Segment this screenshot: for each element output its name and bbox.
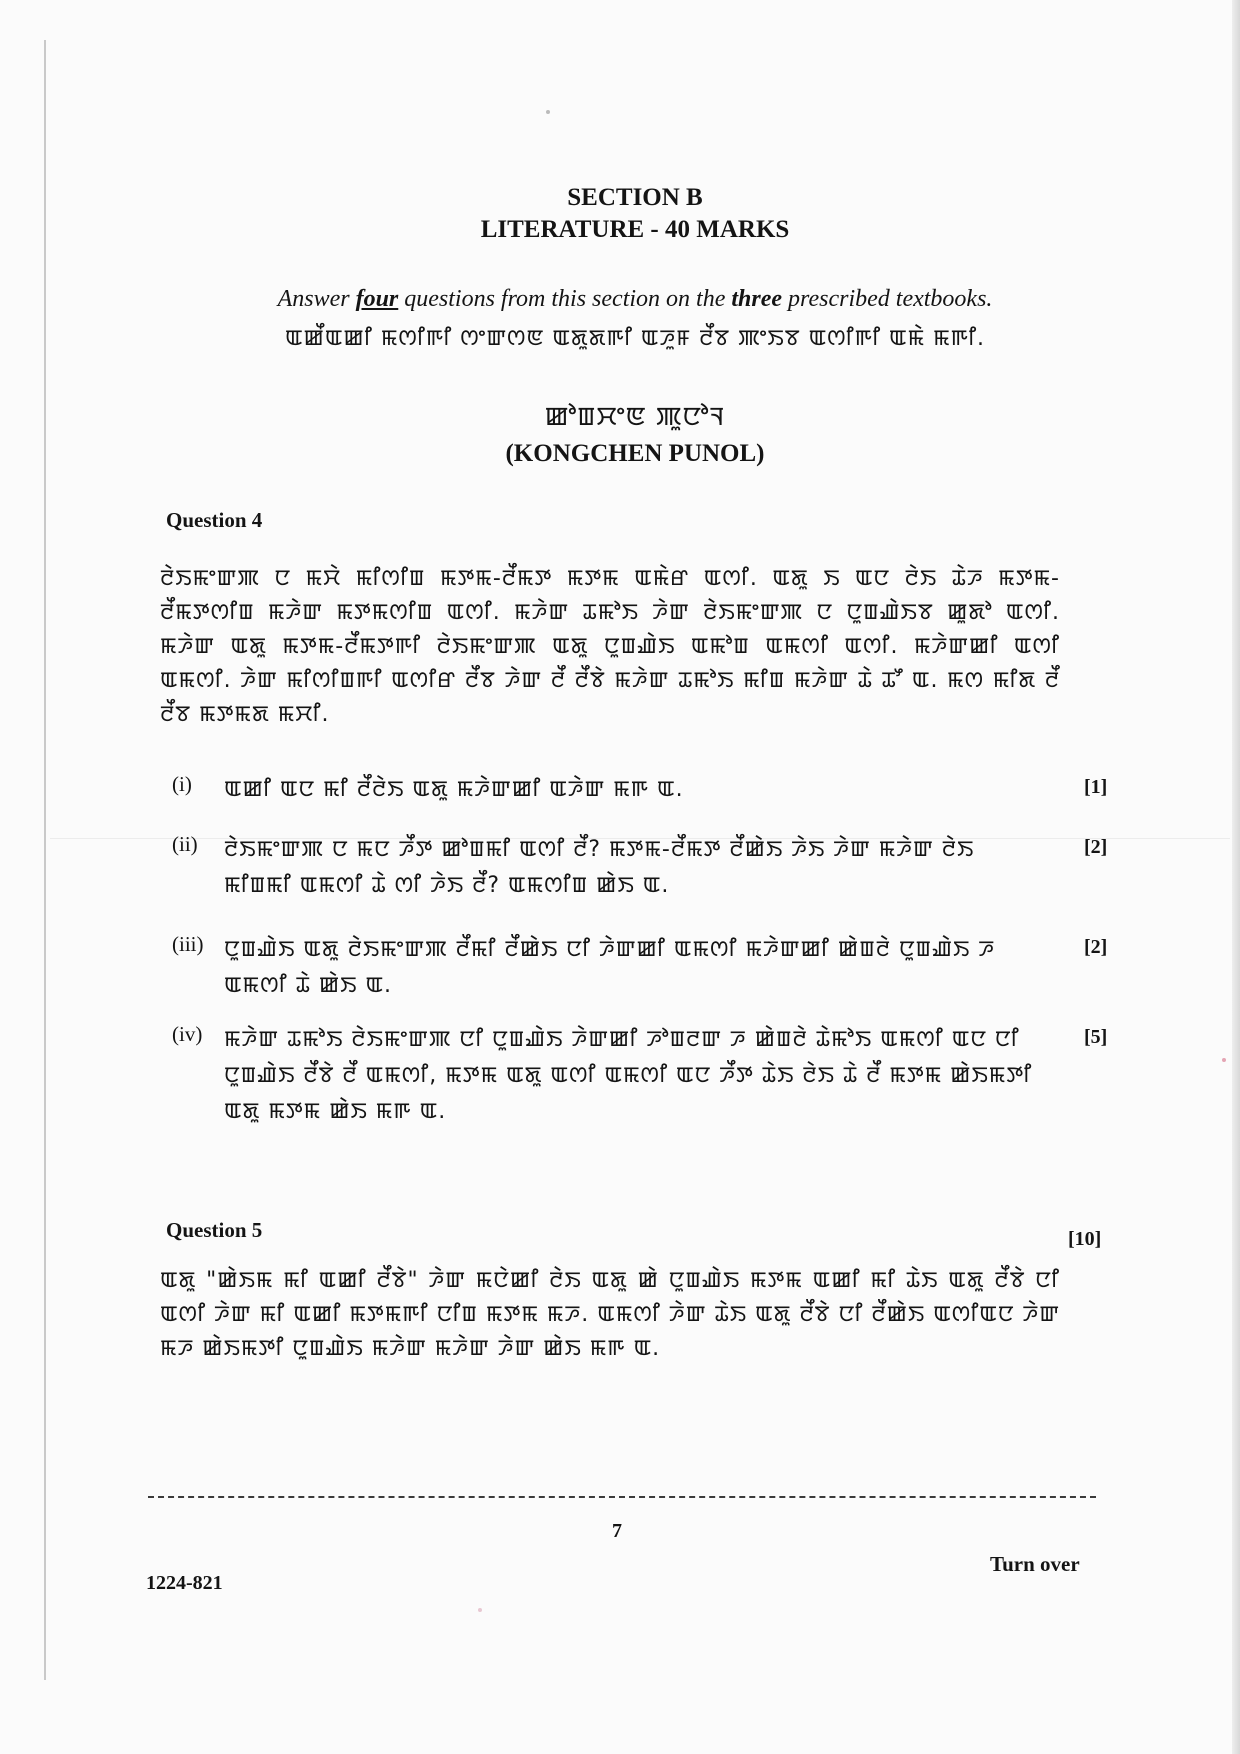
part-text: ꯂꯥꯏꯃꯦꯛꯄ ꯅ ꯃꯅ ꯍꯩꯇ ꯀꯣꯡꯃꯤ ꯑꯁꯤ ꯂꯩ? ꯃꯇꯃ-ꯂꯩꯃꯇ ꯂꯩꯀꯥꯏ ꯍꯥꯏ ꯍꯥꯛ ꯃꯍꯥꯛ ꯂꯥꯏ ꯃꯤꯡꯃꯤ ꯑꯃꯁꯤ ꯊꯥ ꯁꯤ ꯍꯥꯏ ꯂꯩ? ꯑꯃꯁꯤꯡ ꯀꯥꯏ ꯑ. (224, 837, 975, 898)
part-marks: [2] (1084, 836, 1108, 858)
instruction-meitei: ꯑꯀꯩꯑꯀꯤ ꯃꯁꯤꯒꯤ ꯁꯦꯛꯁꯟ ꯑꯗꯨꯗꯒꯤ ꯑꯍꯨꯝ ꯂꯩꯕ ꯄꯦꯏꯕ ꯑꯁꯤꯒꯤ ꯑꯃꯥ ꯃꯒꯤ. (284, 326, 986, 351)
instruction-text: prescribed textbooks. (782, 286, 993, 312)
instruction-emphasis-four: four (355, 286, 399, 312)
section-subtitle: LITERATURE - 40 MARKS (480, 216, 790, 243)
part-marks: [1] (1084, 776, 1108, 798)
part-text: ꯃꯍꯥꯛ ꯊꯃꯣꯏ ꯂꯥꯏꯃꯦꯛꯄ ꯅꯤ ꯅꯨꯡꯉꯥꯏ ꯍꯥꯛꯀꯤ ꯍꯣꯡꯂꯛ ꯍ ꯀꯥꯡꯂꯥ ꯊꯥꯃꯣꯏ ꯑꯃꯁꯤ ꯑꯅ ꯅꯤ ꯅꯨꯡꯉꯥꯏ ꯂꯩꯕꯥ ꯂꯩ ꯑꯃꯁꯤ, ꯃꯇꯃ ꯑꯗꯨ ꯑꯁꯤ ꯑꯃꯁꯤ ꯑꯅ ꯍꯩꯇ ꯊꯥꯏ ꯂꯥꯏ ꯊꯥ ꯂꯩ ꯃꯇꯃ ꯀꯥꯏꯃꯇꯤ ꯑꯗꯨ ꯃꯇꯃ ꯀꯥꯏ ꯃꯒ ꯑ. (224, 1027, 1033, 1124)
part-text: ꯅꯨꯡꯉꯥꯏ ꯑꯗꯨ ꯂꯥꯏꯃꯦꯛꯄ ꯂꯩꯃꯤ ꯂꯩꯀꯥꯏ ꯅꯤ ꯍꯥꯛꯀꯤ ꯑꯃꯁꯤ ꯃꯍꯥꯛꯀꯤ ꯀꯥꯡꯂꯥ ꯅꯨꯡꯉꯥꯏ ꯍ ꯑꯃꯁꯤ ꯊꯥ ꯀꯥꯏ ꯑ. (224, 937, 996, 998)
instruction-emphasis-three: three (731, 286, 783, 312)
question-5-marks: [10] (1068, 1228, 1102, 1250)
paper-code: 1224-821 (146, 1572, 223, 1594)
part-number: (iv) (172, 1022, 203, 1046)
section-title: SECTION B (567, 184, 703, 211)
turn-over-label: Turn over (990, 1552, 1080, 1576)
question-5-heading: Question 5 (166, 1218, 263, 1242)
footer-divider (148, 1496, 1096, 1498)
part-marks: [2] (1084, 936, 1108, 958)
part-number: (iii) (172, 932, 204, 956)
question-5-passage: ꯑꯗꯨ "ꯀꯥꯏꯃ ꯃꯤ ꯑꯀꯤ ꯂꯩꯕꯥ" ꯍꯥꯛ ꯃꯅꯥꯀꯤ ꯂꯥꯏ ꯑꯗꯨ ꯀꯥ ꯅꯨꯡꯉꯥꯏ ꯃꯇꯃ ꯑꯀꯤ ꯃꯤ ꯊꯥꯏ ꯑꯗꯨ ꯂꯩꯕꯥ ꯅꯤ ꯑꯁꯤ ꯍꯥꯛ ꯃꯤ ꯑꯀꯤ ꯃꯇꯃꯒꯤ ꯅꯤꯡ ꯃꯇꯃ ꯃꯍ. ꯑꯃꯁꯤ ꯍꯥꯛ ꯊꯥꯏ ꯑꯗꯨ ꯂꯩꯕꯥ ꯅꯤ ꯂꯩꯀꯥꯏ ꯑꯁꯤꯑꯅ ꯍꯥꯛ ꯃꯍ ꯀꯥꯏꯃꯇꯤ ꯅꯨꯡꯉꯥꯏ ꯃꯍꯥꯛ ꯃꯍꯥꯛ ꯍꯥꯛ ꯀꯥꯏ ꯃꯒ ꯑ. (160, 1268, 1061, 1361)
part-text: ꯑꯀꯤ ꯑꯅ ꯃꯤ ꯂꯩꯂꯥꯏ ꯑꯗꯨ ꯃꯍꯥꯛꯀꯤ ꯑꯍꯥꯛ ꯃꯒ ꯑ. (224, 777, 684, 802)
book-title-meitei: ꯀꯣꯡꯆꯦꯟ ꯄꯨꯅꯣꯜ (544, 402, 726, 432)
part-number: (i) (172, 772, 192, 796)
instruction-text: Answer (277, 286, 356, 312)
scan-speck (478, 1608, 482, 1612)
part-marks: [5] (1084, 1026, 1108, 1048)
book-title: (KONGCHEN PUNOL) (505, 440, 765, 467)
part-number: (ii) (172, 832, 198, 856)
instruction-english (0, 286, 1240, 313)
page-number: 7 (612, 1520, 622, 1542)
instruction-text: questions from this section on the (398, 286, 732, 312)
scan-speck (546, 110, 550, 114)
question-4-heading: Question 4 (166, 508, 263, 532)
page-right-edge (1232, 0, 1240, 1754)
scan-speck (1222, 1058, 1226, 1062)
question-4-passage: ꯂꯥꯏꯃꯦꯛꯄ ꯅ ꯃꯆꯥ ꯃꯤꯁꯤꯡ ꯃꯇꯃ-ꯂꯩꯃꯇ ꯃꯇꯃ ꯑꯃꯥꯔ ꯑꯁꯤ. ꯑꯗꯨ ꯏ ꯑꯅ ꯂꯥꯏ ꯊꯥꯍ ꯃꯇꯃ-ꯂꯩꯃꯇꯁꯤꯡ ꯃꯍꯥꯛ ꯃꯇꯃꯁꯤꯡ ꯑꯁꯤ. ꯃꯍꯥꯛ ꯊꯃꯣꯏ ꯍꯥꯛ ꯂꯥꯏꯃꯦꯛꯄ ꯅ ꯅꯨꯡꯉꯥꯏꯕ ꯀꯨꯗꯣ ꯑꯁꯤ. ꯃꯍꯥꯛ ꯑꯗꯨ ꯃꯇꯃ-ꯂꯩꯃꯇꯒꯤ ꯂꯥꯏꯃꯦꯛꯄ ꯑꯗꯨ ꯅꯨꯡꯉꯥꯏ ꯑꯃꯣꯡ ꯑꯃꯁꯤ ꯑꯁꯤ. ꯃꯍꯥꯛꯀꯤ ꯑꯁꯤ ꯑꯃꯁꯤ. ꯍꯥꯛ ꯃꯤꯁꯤꯡꯒꯤ ꯑꯁꯤꯔ ꯂꯩꯕ ꯍꯥꯛ ꯂꯩ ꯂꯩꯕꯥ ꯃꯍꯥꯛ ꯊꯃꯣꯏ ꯃꯤꯡ ꯃꯍꯥꯛ ꯊꯥ ꯊꯧ ꯑ. ꯃꯁ ꯃꯤꯗ ꯂꯩ ꯂꯩꯕ ꯃꯇꯃꯗ ꯃꯆꯤ. (160, 566, 1060, 727)
